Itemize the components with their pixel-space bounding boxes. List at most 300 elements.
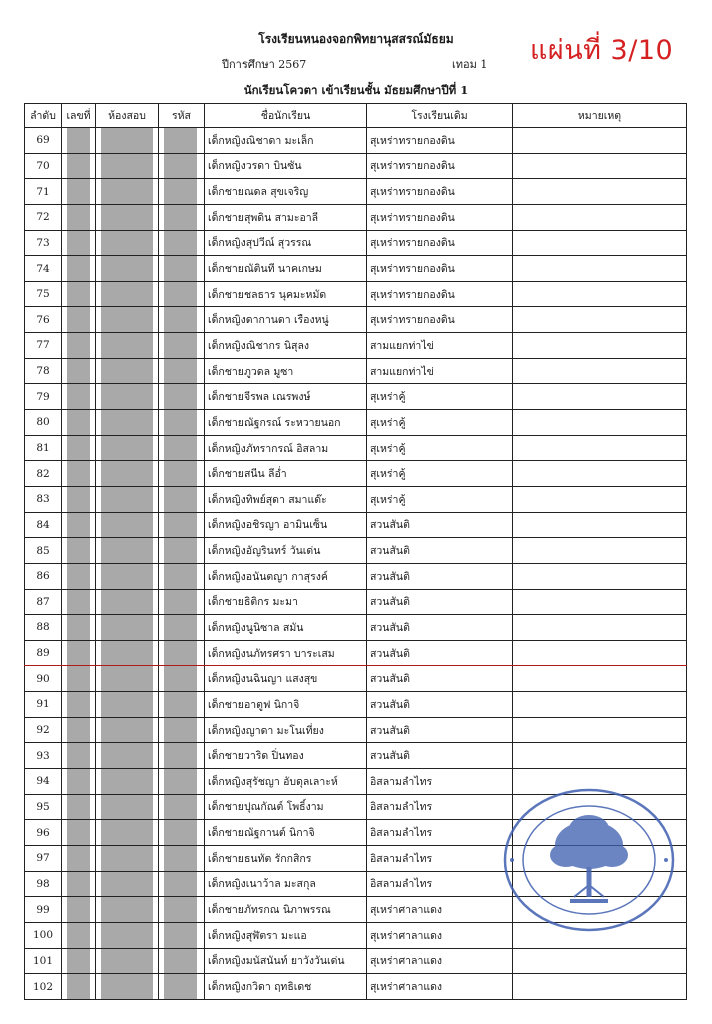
remarks-cell [513, 179, 687, 205]
former-school-cell: สุเหร่าศาลาแดง [367, 922, 513, 948]
redaction-bar [164, 794, 197, 820]
number-cell [62, 538, 96, 564]
remarks-cell [513, 948, 687, 974]
redaction-bar [101, 717, 153, 743]
redaction-bar [101, 410, 153, 436]
remarks-cell [513, 204, 687, 230]
redaction-bar [67, 333, 90, 359]
redaction-bar [67, 974, 90, 1000]
student-name-cell: เด็กชายณัฐกานต์ นิกาจิ [205, 820, 367, 846]
page-subtitle: นักเรียนโควตา เข้าเรียนชั้น มัธยมศึกษาปีที่ 1 [243, 83, 469, 97]
redaction-bar [164, 922, 197, 948]
table-row [25, 256, 687, 282]
student-name-cell: เด็กชายสุพดิน สามะอาลี [205, 204, 367, 230]
table-row [25, 179, 687, 205]
table-row [25, 410, 687, 436]
redaction-bar [164, 692, 197, 718]
order-cell: 73 [25, 230, 62, 256]
student-name-cell: เด็กชายอาตูฟ นิกาจิ [205, 692, 367, 718]
remarks-cell [513, 435, 687, 461]
student-name-cell: เด็กหญิงอนันตญา กาสุรงค์ [205, 563, 367, 589]
former-school-cell: อิสลามลำไทร [367, 820, 513, 846]
exam-room-cell [96, 358, 159, 384]
redaction-bar [67, 538, 90, 564]
code-cell [159, 307, 205, 333]
redaction-bar [101, 794, 153, 820]
number-cell [62, 512, 96, 538]
former-school-cell: สุเหร่าคู้ [367, 410, 513, 436]
redaction-bar [67, 666, 90, 692]
student-name-cell: เด็กหญิงสุรัชญา อับดุลเลาะห์ [205, 769, 367, 795]
number-cell [62, 640, 96, 666]
redaction-bar [164, 512, 197, 538]
order-cell: 78 [25, 358, 62, 384]
redaction-bar [101, 922, 153, 948]
student-name-cell: เด็กหญิงณิชาดา มะเล็ก [205, 128, 367, 154]
exam-room-cell [96, 589, 159, 615]
code-cell [159, 410, 205, 436]
code-cell [159, 769, 205, 795]
code-cell [159, 461, 205, 487]
former-school-cell: สวนสันติ [367, 717, 513, 743]
redaction-bar [67, 717, 90, 743]
former-school-cell: สุเหร่าคู้ [367, 486, 513, 512]
code-cell [159, 743, 205, 769]
order-cell: 87 [25, 589, 62, 615]
former-school-cell: สุเหร่าทรายกองดิน [367, 307, 513, 333]
redaction-bar [101, 128, 153, 154]
order-cell: 81 [25, 435, 62, 461]
order-cell: 80 [25, 410, 62, 436]
table-row [25, 461, 687, 487]
code-cell [159, 666, 205, 692]
table-row [25, 563, 687, 589]
redaction-bar [101, 256, 153, 282]
remarks-cell [513, 563, 687, 589]
redaction-bar [101, 204, 153, 230]
number-cell [62, 769, 96, 795]
order-cell: 95 [25, 794, 62, 820]
redaction-bar [164, 743, 197, 769]
redaction-bar [67, 410, 90, 436]
redaction-bar [164, 974, 197, 1000]
former-school-cell: สวนสันติ [367, 563, 513, 589]
number-cell [62, 179, 96, 205]
table-row [25, 230, 687, 256]
table-row [25, 435, 687, 461]
exam-room-cell [96, 256, 159, 282]
former-school-cell: สวนสันติ [367, 743, 513, 769]
number-cell [62, 461, 96, 487]
redaction-bar [67, 153, 90, 179]
number-cell [62, 204, 96, 230]
code-cell [159, 358, 205, 384]
number-cell [62, 743, 96, 769]
number-cell [62, 820, 96, 846]
redaction-bar [164, 179, 197, 205]
number-cell [62, 256, 96, 282]
former-school-cell: สวนสันติ [367, 666, 513, 692]
remarks-cell [513, 358, 687, 384]
table-row [25, 281, 687, 307]
number-cell [62, 666, 96, 692]
remarks-cell [513, 692, 687, 718]
exam-room-cell [96, 333, 159, 359]
remarks-cell [513, 743, 687, 769]
redaction-bar [164, 204, 197, 230]
order-cell: 93 [25, 743, 62, 769]
redaction-bar [67, 486, 90, 512]
former-school-cell: สุเหร่าศาลาแดง [367, 974, 513, 1000]
redaction-bar [164, 461, 197, 487]
number-cell [62, 281, 96, 307]
order-cell: 69 [25, 128, 62, 154]
redaction-bar [67, 589, 90, 615]
student-name-cell: เด็กชายธนทัต รักกสิกร [205, 845, 367, 871]
code-cell [159, 256, 205, 282]
redaction-bar [67, 820, 90, 846]
table-row [25, 128, 687, 154]
order-cell: 83 [25, 486, 62, 512]
redaction-bar [101, 948, 153, 974]
remarks-cell [513, 717, 687, 743]
code-cell [159, 845, 205, 871]
former-school-cell: สุเหร่าทรายกองดิน [367, 204, 513, 230]
redaction-bar [101, 692, 153, 718]
remarks-cell [513, 461, 687, 487]
order-cell: 96 [25, 820, 62, 846]
former-school-cell: สวนสันติ [367, 512, 513, 538]
student-name-cell: เด็กชายณดล สุขเจริญ [205, 179, 367, 205]
order-cell: 90 [25, 666, 62, 692]
number-cell [62, 410, 96, 436]
redaction-bar [67, 871, 90, 897]
number-cell [62, 435, 96, 461]
exam-room-cell [96, 640, 159, 666]
redaction-bar [67, 845, 90, 871]
redaction-bar [67, 743, 90, 769]
number-cell [62, 897, 96, 923]
exam-room-cell [96, 512, 159, 538]
redaction-bar [164, 845, 197, 871]
code-cell [159, 589, 205, 615]
code-cell [159, 820, 205, 846]
student-name-cell: เด็กหญิงณิชากร นิสุลง [205, 333, 367, 359]
exam-room-cell [96, 486, 159, 512]
school-seal-icon [500, 785, 678, 935]
number-cell [62, 307, 96, 333]
order-cell: 77 [25, 333, 62, 359]
exam-room-cell [96, 794, 159, 820]
redaction-bar [67, 922, 90, 948]
redaction-bar [164, 153, 197, 179]
table-row [25, 512, 687, 538]
code-cell [159, 948, 205, 974]
remarks-cell [513, 230, 687, 256]
former-school-cell: สุเหร่าคู้ [367, 461, 513, 487]
redaction-bar [67, 307, 90, 333]
student-name-cell: เด็กหญิงวรดา บินซัน [205, 153, 367, 179]
redaction-bar [67, 128, 90, 154]
exam-room-cell [96, 307, 159, 333]
redaction-bar [164, 128, 197, 154]
school-title: โรงเรียนหนองจอกพิทยานุสสรณ์มัธยม [258, 32, 454, 46]
redaction-bar [164, 281, 197, 307]
order-cell: 97 [25, 845, 62, 871]
redaction-bar [101, 179, 153, 205]
order-cell: 75 [25, 281, 62, 307]
redaction-bar [67, 256, 90, 282]
student-name-cell: เด็กชายสนีน ลีอ่ำ [205, 461, 367, 487]
former-school-cell: สวนสันติ [367, 640, 513, 666]
student-name-cell: เด็กหญิงญาดา มะโนเที่ยง [205, 717, 367, 743]
code-cell [159, 512, 205, 538]
number-cell [62, 384, 96, 410]
exam-room-cell [96, 692, 159, 718]
former-school-cell: สุเหร่าคู้ [367, 435, 513, 461]
student-name-cell: เด็กหญิงดากานดา เรืองหนู่ [205, 307, 367, 333]
exam-room-cell [96, 410, 159, 436]
code-cell [159, 640, 205, 666]
redaction-bar [101, 538, 153, 564]
number-cell [62, 230, 96, 256]
remarks-cell [513, 512, 687, 538]
code-cell [159, 871, 205, 897]
exam-room-cell [96, 204, 159, 230]
remarks-cell [513, 666, 687, 692]
code-cell [159, 538, 205, 564]
order-cell: 85 [25, 538, 62, 564]
exam-room-cell [96, 820, 159, 846]
former-school-cell: สุเหร่าทรายกองดิน [367, 179, 513, 205]
order-cell: 86 [25, 563, 62, 589]
table-row [25, 948, 687, 974]
table-row [25, 204, 687, 230]
order-cell: 84 [25, 512, 62, 538]
code-cell [159, 974, 205, 1000]
exam-room-cell [96, 666, 159, 692]
former-school-cell: อิสลามลำไทร [367, 769, 513, 795]
table-row [25, 589, 687, 615]
exam-room-cell [96, 615, 159, 641]
redaction-bar [101, 897, 153, 923]
former-school-cell: อิสลามลำไทร [367, 845, 513, 871]
redaction-bar [67, 512, 90, 538]
redaction-bar [101, 563, 153, 589]
student-name-cell: เด็กหญิงอชิรญา อามินเซ็น [205, 512, 367, 538]
remarks-cell [513, 307, 687, 333]
order-cell: 70 [25, 153, 62, 179]
remarks-cell [513, 538, 687, 564]
order-cell: 94 [25, 769, 62, 795]
code-cell [159, 717, 205, 743]
redaction-bar [67, 384, 90, 410]
redaction-bar [164, 666, 197, 692]
student-name-cell: เด็กหญิงสุปวีณ์ สุวรรณ [205, 230, 367, 256]
order-cell: 82 [25, 461, 62, 487]
exam-room-cell [96, 897, 159, 923]
former-school-cell: สวนสันติ [367, 589, 513, 615]
exam-room-cell [96, 384, 159, 410]
student-name-cell: เด็กหญิงกวิดา ฤทธิเดช [205, 974, 367, 1000]
order-cell: 79 [25, 384, 62, 410]
student-name-cell: เด็กชายณัตินที นาคเกษม [205, 256, 367, 282]
code-cell [159, 922, 205, 948]
redaction-bar [67, 692, 90, 718]
redaction-bar [101, 461, 153, 487]
former-school-cell: สุเหร่าทรายกองดิน [367, 256, 513, 282]
former-school-cell: สุเหร่าทรายกองดิน [367, 281, 513, 307]
redaction-bar [164, 769, 197, 795]
number-cell [62, 845, 96, 871]
number-cell [62, 358, 96, 384]
term-label: เทอม 1 [452, 58, 488, 71]
former-school-cell: อิสลามลำไทร [367, 871, 513, 897]
student-name-cell: เด็กหญิงเนาว้าล มะสกุล [205, 871, 367, 897]
code-cell [159, 153, 205, 179]
redaction-bar [101, 666, 153, 692]
code-cell [159, 794, 205, 820]
exam-room-cell [96, 179, 159, 205]
number-cell [62, 794, 96, 820]
redaction-bar [67, 563, 90, 589]
order-cell: 76 [25, 307, 62, 333]
redaction-bar [164, 717, 197, 743]
exam-room-cell [96, 538, 159, 564]
redaction-bar [67, 615, 90, 641]
redaction-bar [101, 845, 153, 871]
redaction-bar [164, 486, 197, 512]
redaction-bar [67, 230, 90, 256]
student-name-cell: เด็กหญิงนูนิซาล สมัน [205, 615, 367, 641]
redaction-bar [164, 333, 197, 359]
code-cell [159, 384, 205, 410]
former-school-cell: สวนสันติ [367, 692, 513, 718]
column-header-former-school: โรงเรียนเดิม [367, 104, 513, 128]
number-cell [62, 692, 96, 718]
code-cell [159, 486, 205, 512]
code-cell [159, 615, 205, 641]
table-row [25, 486, 687, 512]
redaction-bar [67, 461, 90, 487]
exam-room-cell [96, 948, 159, 974]
former-school-cell: สวนสันติ [367, 538, 513, 564]
table-row [25, 538, 687, 564]
code-cell [159, 128, 205, 154]
redaction-bar [101, 974, 153, 1000]
former-school-cell: สวนสันติ [367, 615, 513, 641]
student-name-cell: เด็กชายภูวดล มูซา [205, 358, 367, 384]
student-name-cell: เด็กหญิงนฉินญา แสงสุข [205, 666, 367, 692]
table-row [25, 333, 687, 359]
redaction-bar [101, 153, 153, 179]
code-cell [159, 230, 205, 256]
redaction-bar [164, 563, 197, 589]
former-school-cell: อิสลามลำไทร [367, 794, 513, 820]
table-row [25, 717, 687, 743]
redaction-bar [67, 179, 90, 205]
exam-room-cell [96, 743, 159, 769]
redaction-bar [67, 281, 90, 307]
student-name-cell: เด็กชายณัฐกรณ์ ระหวายนอก [205, 410, 367, 436]
student-name-cell: เด็กชายธิติกร มะมา [205, 589, 367, 615]
number-cell [62, 871, 96, 897]
remarks-cell [513, 256, 687, 282]
redaction-bar [67, 204, 90, 230]
academic-year: ปีการศึกษา 2567 [222, 58, 307, 71]
redaction-bar [101, 358, 153, 384]
number-cell [62, 128, 96, 154]
redaction-bar [101, 769, 153, 795]
redaction-bar [67, 640, 90, 666]
column-header-number: เลขที่ [62, 104, 96, 128]
column-header-code: รหัส [159, 104, 205, 128]
column-header-student-name: ชื่อนักเรียน [205, 104, 367, 128]
table-row [25, 307, 687, 333]
sheet-number: แผ่นที่ 3/10 [530, 35, 674, 66]
table-row [25, 743, 687, 769]
code-cell [159, 179, 205, 205]
remarks-cell [513, 640, 687, 666]
exam-room-cell [96, 153, 159, 179]
redaction-bar [101, 486, 153, 512]
exam-room-cell [96, 230, 159, 256]
redaction-bar [67, 897, 90, 923]
former-school-cell: สามแยกท่าไข่ [367, 333, 513, 359]
redaction-bar [101, 281, 153, 307]
exam-room-cell [96, 922, 159, 948]
exam-room-cell [96, 461, 159, 487]
redaction-bar [164, 538, 197, 564]
order-cell: 92 [25, 717, 62, 743]
remarks-cell [513, 974, 687, 1000]
former-school-cell: สุเหร่าทรายกองดิน [367, 128, 513, 154]
code-cell [159, 897, 205, 923]
column-header-order: ลำดับ [25, 104, 62, 128]
table-row [25, 640, 687, 666]
number-cell [62, 922, 96, 948]
student-name-cell: เด็กหญิงสุฬัตรา มะแอ [205, 922, 367, 948]
redaction-bar [164, 410, 197, 436]
redaction-bar [164, 589, 197, 615]
student-name-cell: เด็กหญิงนภัทรศรา บาระเสม [205, 640, 367, 666]
redaction-bar [164, 640, 197, 666]
remarks-cell [513, 410, 687, 436]
order-cell: 89 [25, 640, 62, 666]
number-cell [62, 974, 96, 1000]
exam-room-cell [96, 769, 159, 795]
remarks-cell [513, 153, 687, 179]
exam-room-cell [96, 128, 159, 154]
column-header-remarks: หมายเหตุ [513, 104, 687, 128]
redaction-bar [67, 769, 90, 795]
former-school-cell: สุเหร่าทรายกองดิน [367, 230, 513, 256]
order-cell: 102 [25, 974, 62, 1000]
redaction-bar [101, 871, 153, 897]
number-cell [62, 153, 96, 179]
table-row [25, 358, 687, 384]
student-name-cell: เด็กชายปุณกัณต์ โพธิ์งาม [205, 794, 367, 820]
number-cell [62, 333, 96, 359]
number-cell [62, 948, 96, 974]
redaction-bar [164, 384, 197, 410]
redaction-bar [101, 820, 153, 846]
redaction-bar [101, 640, 153, 666]
order-cell: 71 [25, 179, 62, 205]
exam-room-cell [96, 871, 159, 897]
order-cell: 72 [25, 204, 62, 230]
student-name-cell: เด็กชายภัทรกณ นิภาพรรณ [205, 897, 367, 923]
